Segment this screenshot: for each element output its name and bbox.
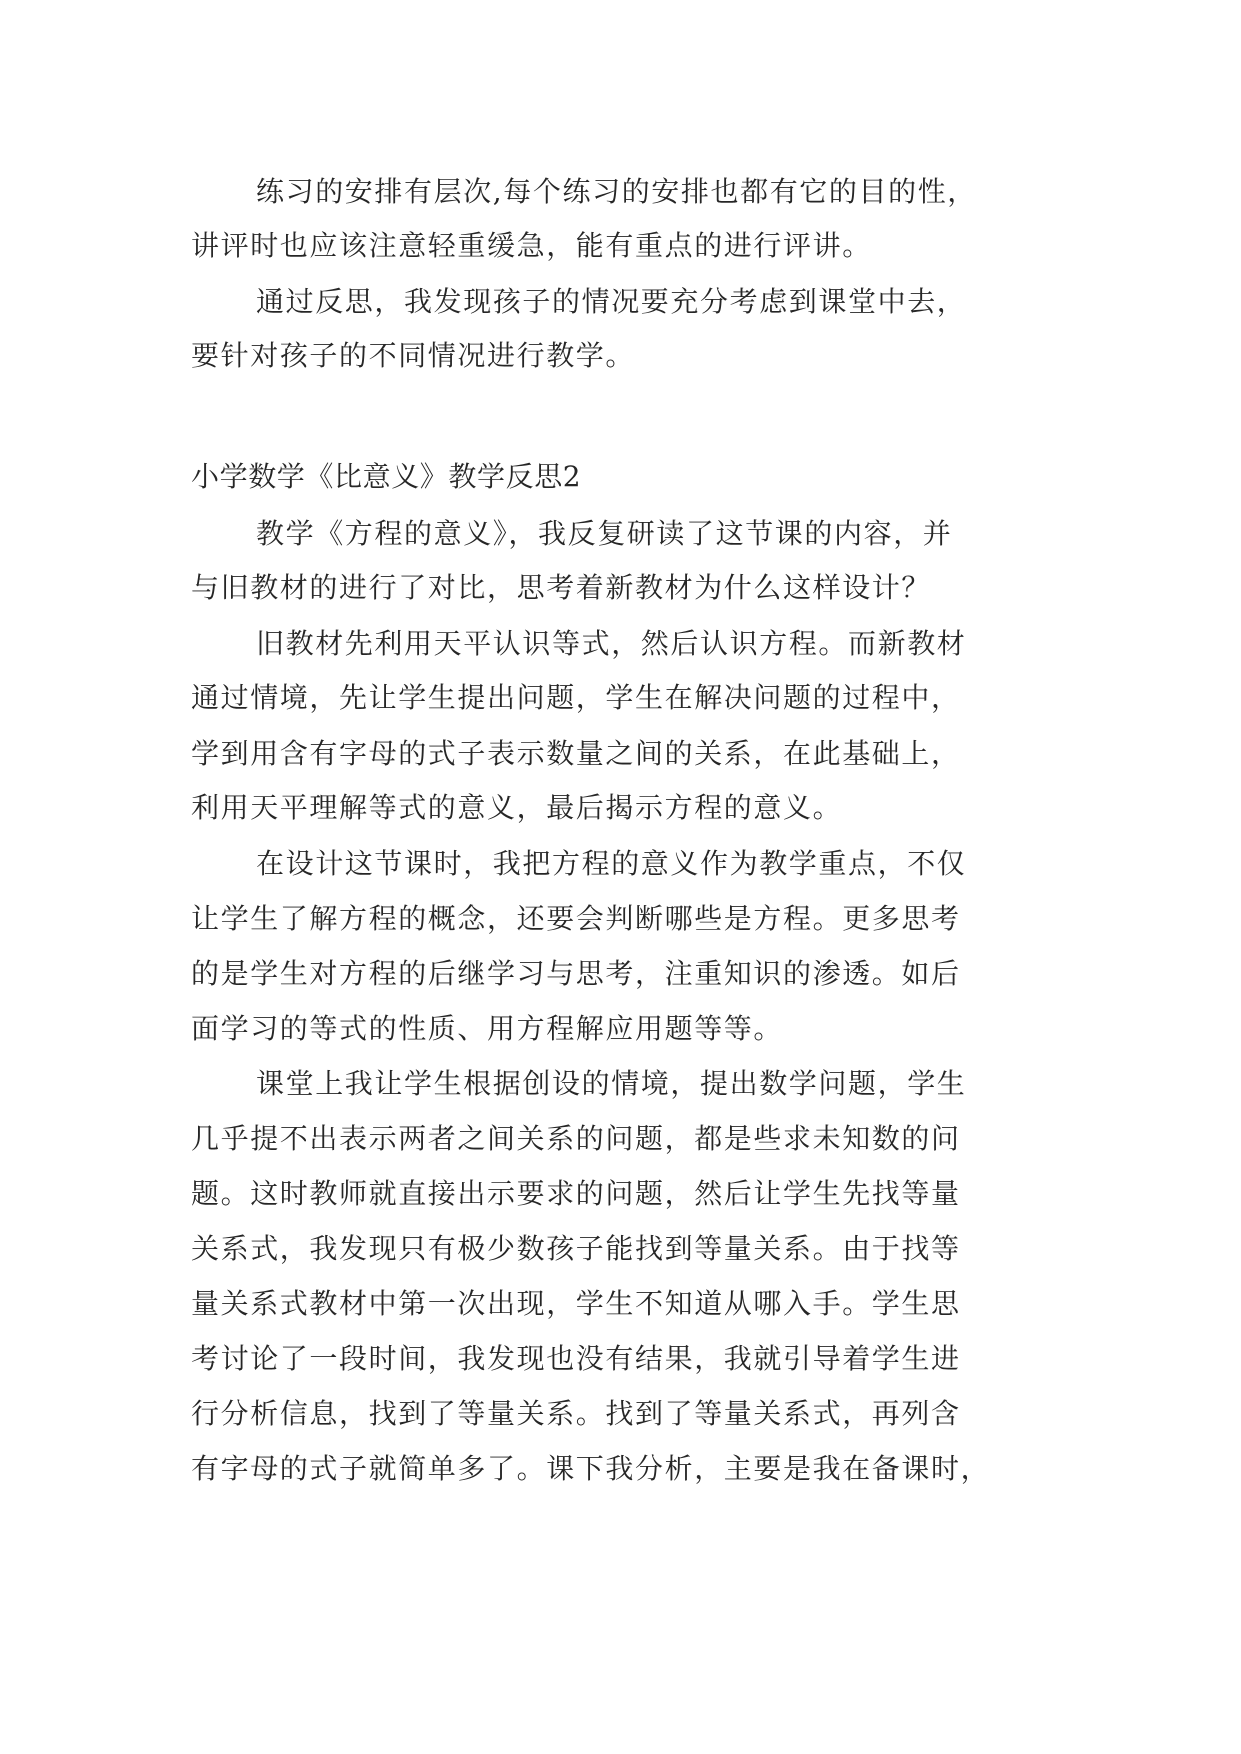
section-title: 小学数学《比意义》教学反思2 bbox=[191, 460, 582, 493]
paragraph-line: 练习的安排有层次,每个练习的安排也都有它的目的性， bbox=[256, 175, 977, 208]
paragraph-line: 关系式，我发现只有极少数孩子能找到等量关系。由于找等 bbox=[191, 1232, 961, 1265]
paragraph-line: 面学习的等式的性质、用方程解应用题等等。 bbox=[191, 1012, 784, 1045]
paragraph-line: 在设计这节课时，我把方程的意义作为教学重点，不仅 bbox=[256, 847, 967, 880]
paragraph-line: 有字母的式子就简单多了。课下我分析，主要是我在备课时， bbox=[191, 1452, 991, 1485]
paragraph-line: 旧教材先利用天平认识等式，然后认识方程。而新教材 bbox=[256, 627, 967, 660]
paragraph-line: 几乎提不出表示两者之间关系的问题，都是些求未知数的问 bbox=[191, 1122, 961, 1155]
paragraph-line: 让学生了解方程的概念，还要会判断哪些是方程。更多思考 bbox=[191, 902, 961, 935]
paragraph-line: 通过情境，先让学生提出问题，学生在解决问题的过程中， bbox=[191, 681, 961, 714]
paragraph-line: 教学《方程的意义》，我反复研读了这节课的内容，并 bbox=[256, 517, 953, 550]
paragraph-line: 考讨论了一段时间，我发现也没有结果，我就引导着学生进 bbox=[191, 1342, 961, 1375]
paragraph-line: 量关系式教材中第一次出现，学生不知道从哪入手。学生思 bbox=[191, 1287, 961, 1320]
paragraph-line: 行分析信息，找到了等量关系。找到了等量关系式，再列含 bbox=[191, 1397, 961, 1430]
paragraph-line: 学到用含有字母的式子表示数量之间的关系，在此基础上， bbox=[191, 737, 961, 770]
paragraph-line: 要针对孩子的不同情况进行教学。 bbox=[191, 339, 636, 372]
paragraph-line: 讲评时也应该注意轻重缓急，能有重点的进行评讲。 bbox=[191, 229, 872, 262]
paragraph-line: 的是学生对方程的后继学习与思考，注重知识的渗透。如后 bbox=[191, 957, 961, 990]
paragraph-line: 利用天平理解等式的意义，最后揭示方程的意义。 bbox=[191, 791, 843, 824]
paragraph-line: 课堂上我让学生根据创设的情境，提出数学问题，学生 bbox=[256, 1067, 967, 1100]
paragraph-line: 题。这时教师就直接出示要求的问题，然后让学生先找等量 bbox=[191, 1177, 961, 1210]
paragraph-line: 与旧教材的进行了对比，思考着新教材为什么这样设计？ bbox=[191, 571, 932, 604]
paragraph-line: 通过反思，我发现孩子的情况要充分考虑到课堂中去， bbox=[256, 285, 967, 318]
